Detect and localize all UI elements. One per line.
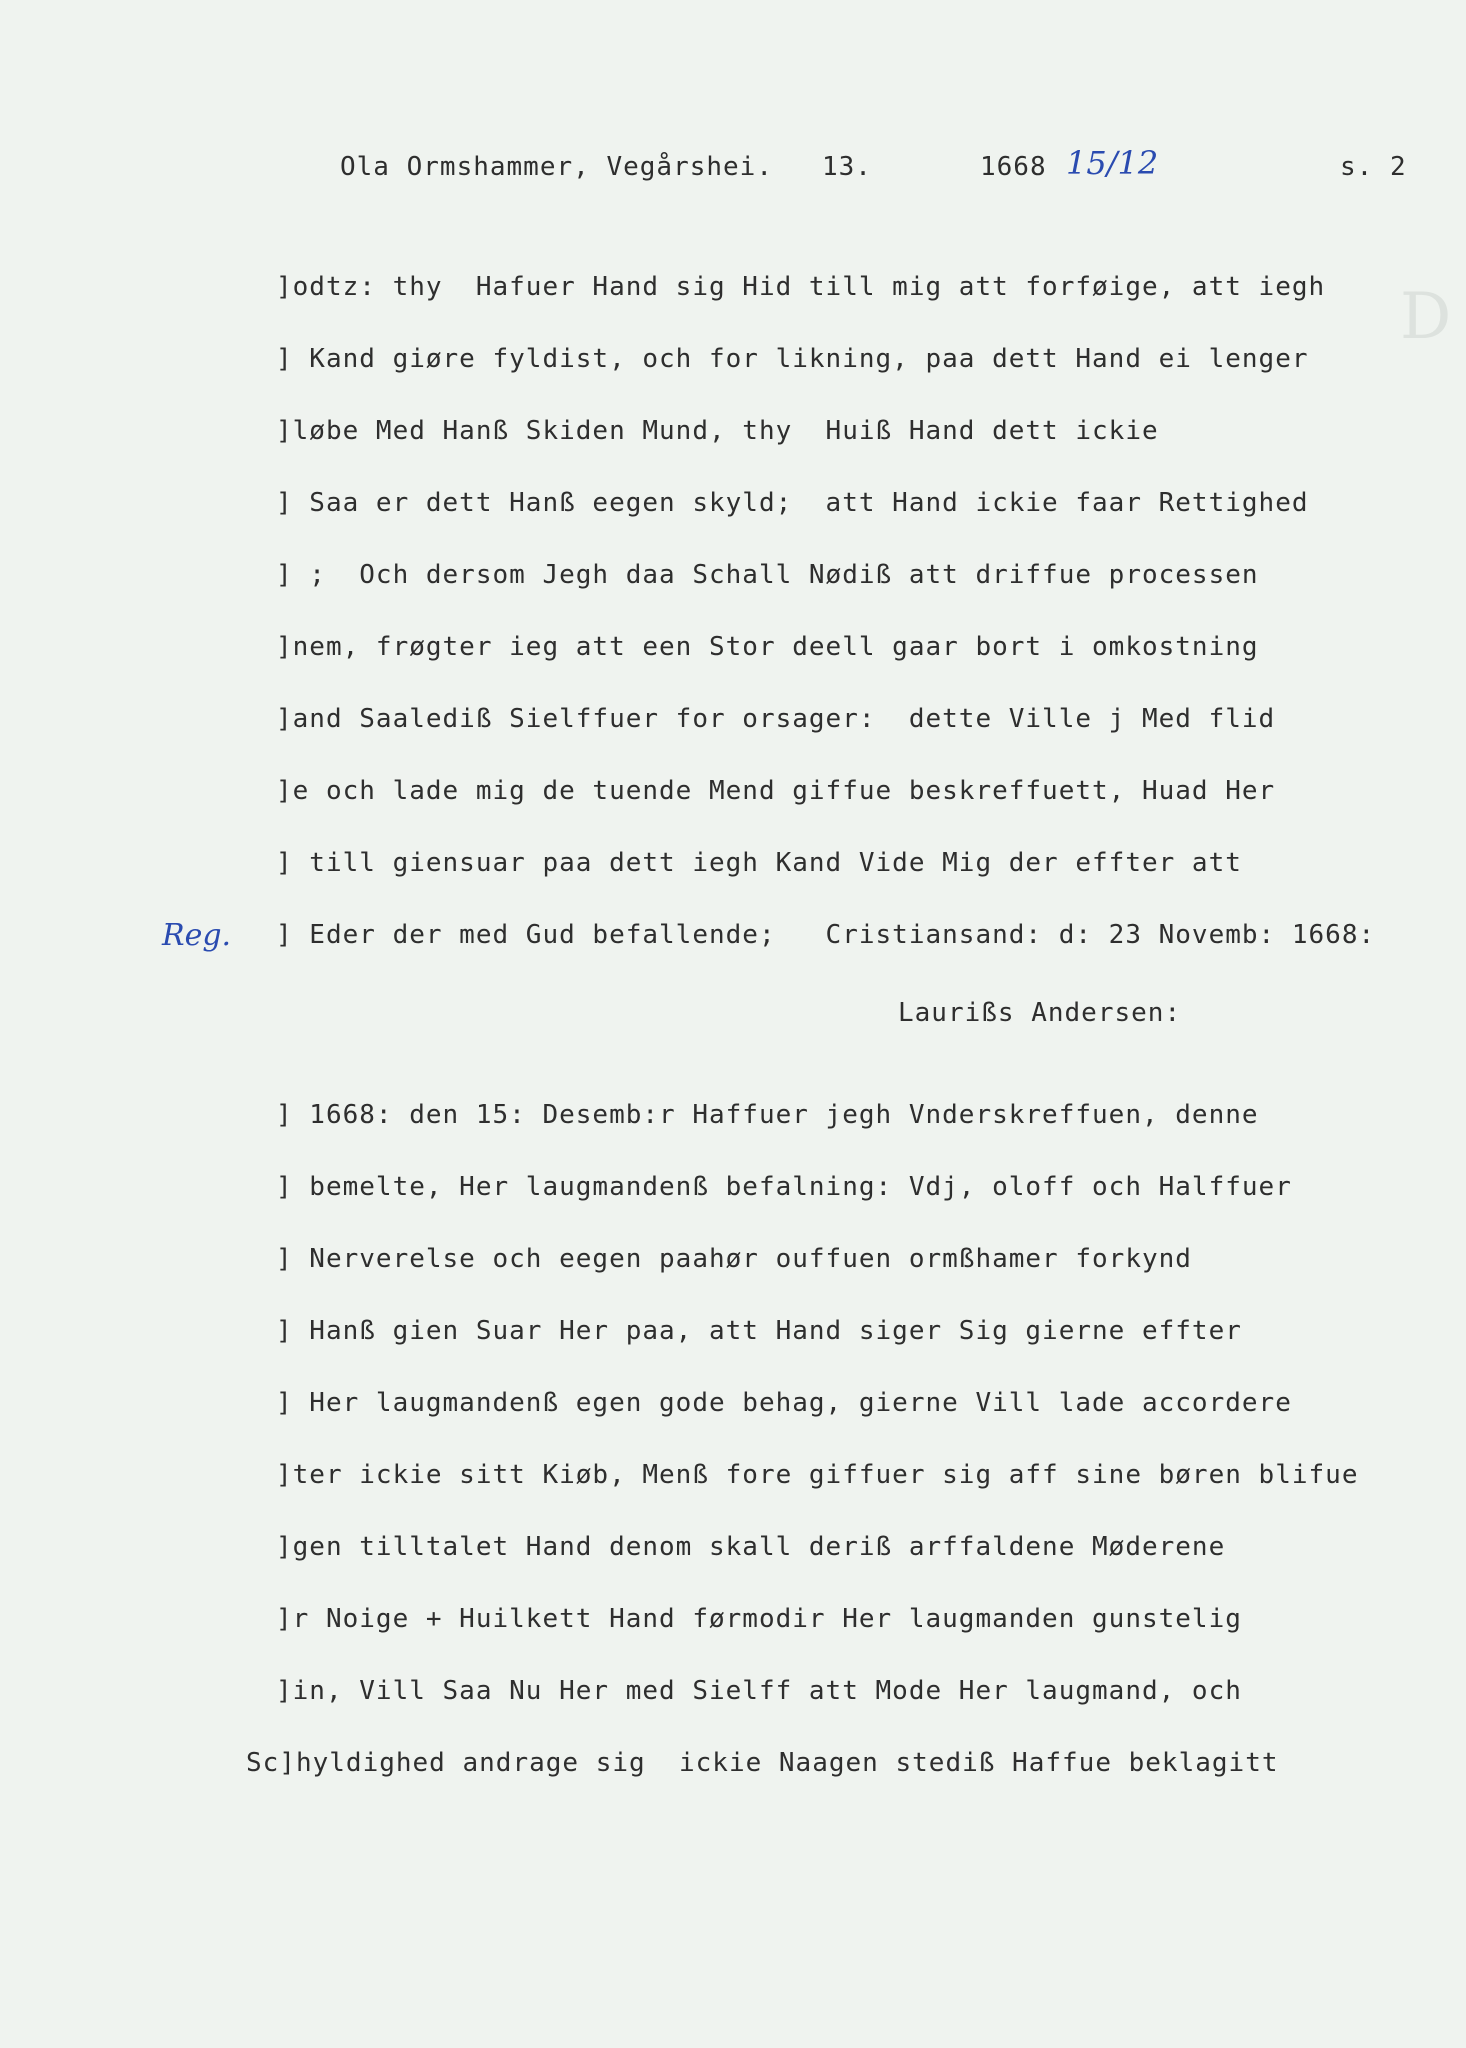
text-line: ] ; Och dersom Jegh daa Schall Nødiß att driffue processen bbox=[276, 560, 1259, 590]
text-line: ] Eder der med Gud befallende; Cristiansand: d: 23 Novemb: 1668: bbox=[276, 920, 1376, 950]
header-place: Ola Ormshammer, Vegårshei. bbox=[340, 152, 773, 182]
text-line: ] 1668: den 15: Desemb:r Haffuer jegh Vnderskreffuen, denne bbox=[276, 1100, 1259, 1130]
text-line-last: Sc]hyldighed andrage sig ickie Naagen stediß Haffue beklagitt bbox=[246, 1748, 1279, 1778]
text-line: ]nem, frøgter ieg att een Stor deell gaar bort i omkostning bbox=[276, 632, 1259, 662]
text-line: ]e och lade mig de tuende Mend giffue beskreffuett, Huad Her bbox=[276, 776, 1276, 806]
text-line: ]løbe Med Hanß Skiden Mund, thy Huiß Hand dett ickie bbox=[276, 416, 1159, 446]
bleed-through-text: D bbox=[1400, 280, 1452, 354]
margin-note-reg: Reg. bbox=[162, 918, 232, 953]
text-line: ] Saa er dett Hanß eegen skyld; att Hand ickie faar Rettighed bbox=[276, 488, 1309, 518]
text-line: ]r Noige + Huilkett Hand førmodir Her laugmanden gunstelig bbox=[276, 1604, 1242, 1634]
text-line: ] till giensuar paa dett iegh Kand Vide Mig der effter att bbox=[276, 848, 1242, 878]
header-handwritten-date: 15/12 bbox=[1066, 144, 1159, 182]
header-number: 13. bbox=[822, 152, 872, 182]
text-line: ] Her laugmandenß egen gode behag, gierne Vill lade accordere bbox=[276, 1388, 1292, 1418]
text-line: ] Kand giøre fyldist, och for likning, paa dett Hand ei lenger bbox=[276, 344, 1309, 374]
text-line: ]gen tilltalet Hand denom skall deriß arffaldene Møderene bbox=[276, 1532, 1226, 1562]
text-line: ]in, Vill Saa Nu Her med Sielff att Mode Her laugmand, och bbox=[276, 1676, 1242, 1706]
text-line: ] Nerverelse och eegen paahør ouffuen ormßhamer forkynd bbox=[276, 1244, 1192, 1274]
header-page-number: s. 2 bbox=[1340, 152, 1407, 182]
text-line: ]odtz: thy Hafuer Hand sig Hid till mig att forføige, att iegh bbox=[276, 272, 1326, 302]
text-line: ]ter ickie sitt Kiøb, Menß fore giffuer sig aff sine børen blifue bbox=[276, 1460, 1359, 1490]
header-year: 1668 bbox=[980, 152, 1047, 182]
signature-line: Laurißs Andersen: bbox=[898, 998, 1182, 1028]
text-line: ] Hanß gien Suar Her paa, att Hand siger Sig gierne effter bbox=[276, 1316, 1242, 1346]
text-line: ] bemelte, Her laugmandenß befalning: Vdj, oloff och Halffuer bbox=[276, 1172, 1292, 1202]
text-line: ]and Saalediß Sielffuer for orsager: dette Ville j Med flid bbox=[276, 704, 1276, 734]
